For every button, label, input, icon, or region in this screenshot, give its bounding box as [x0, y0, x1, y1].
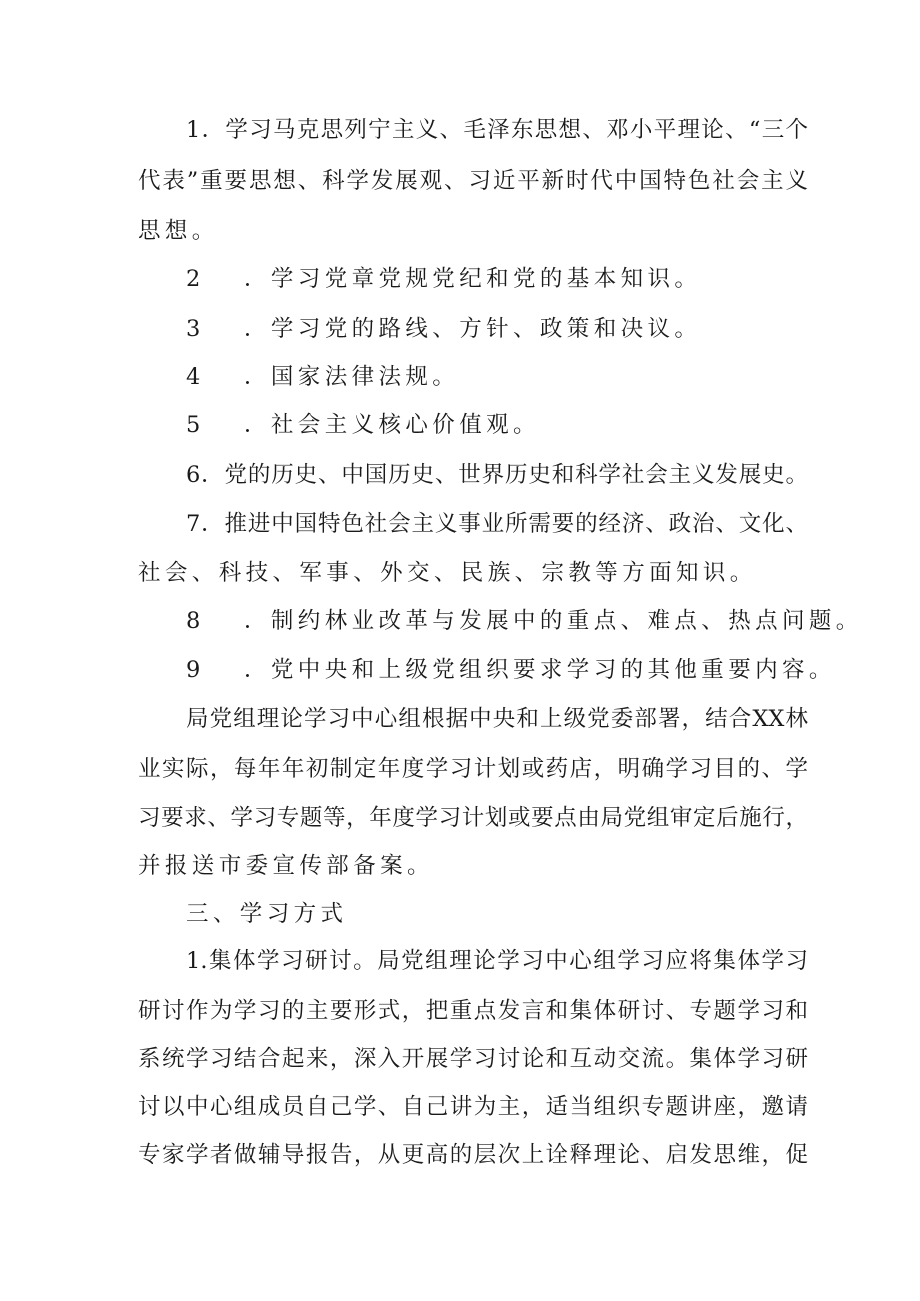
- item-2: [186, 264, 808, 294]
- item-3-number: 3: [186, 316, 201, 342]
- method-1-line-1: 1.集体学习研讨。局党组理论学习中心组学习应将集体学习: [186, 948, 808, 974]
- item-5-number: 5: [186, 412, 201, 438]
- item-9: [186, 655, 836, 685]
- item-5-text: ．社会主义核心价值观。: [244, 412, 540, 438]
- section-heading-learning-methods: 三、学习方式: [186, 901, 348, 927]
- method-1-line-4: 讨以中心组成员自己学、自己讲为主，适当组织专题讲座，邀请: [138, 1094, 808, 1120]
- item-7-line-2: 社会、科技、军事、外交、民族、宗教等方面知识。: [138, 560, 757, 586]
- item-1-line-3: 思想。: [138, 218, 219, 244]
- item-2-text: ．学习党章党规党纪和党的基本知识。: [244, 266, 702, 292]
- item-5: [186, 410, 808, 440]
- item-4: [186, 362, 808, 392]
- item-1-line-1: 1．学习马克思列宁主义、毛泽东思想、邓小平理论、“三个: [186, 117, 808, 143]
- item-8: [186, 606, 863, 636]
- item-1-line-2: 代表”重要思想、科学发展观、习近平新时代中国特色社会主义: [138, 168, 808, 194]
- plan-paragraph-line-4: 并报送市委宣传部备案。: [138, 853, 434, 879]
- item-4-text: ．国家法律法规。: [244, 364, 460, 390]
- item-2-number: 2: [186, 266, 201, 292]
- item-4-number: 4: [186, 364, 201, 390]
- method-1-line-2: 研讨作为学习的主要形式，把重点发言和集体研讨、专题学习和: [138, 998, 808, 1024]
- item-8-text: ．制约林业改革与发展中的重点、难点、热点问题。: [244, 608, 863, 634]
- item-7-line-1: 7．推进中国特色社会主义事业所需要的经济、政治、文化、: [186, 511, 808, 537]
- item-3-text: ．学习党的路线、方针、政策和决议。: [244, 316, 702, 342]
- plan-paragraph-line-2: 业实际，每年年初制定年度学习计划或药店，明确学习目的、学: [138, 756, 808, 782]
- plan-paragraph-line-3: 习要求、学习专题等，年度学习计划或要点由局党组审定后施行，: [138, 805, 808, 831]
- method-1-line-3: 系统学习结合起来，深入开展学习讨论和互动交流。集体学习研: [138, 1046, 808, 1072]
- item-9-text: ．党中央和上级党组织要求学习的其他重要内容。: [244, 657, 836, 683]
- item-6: 6．党的历史、中国历史、世界历史和科学社会主义发展史。: [186, 462, 808, 488]
- method-1-line-5: 专家学者做辅导报告，从更高的层次上诠释理论、启发思维，促: [138, 1142, 808, 1168]
- item-3: [186, 314, 808, 344]
- item-8-number: 8: [186, 608, 201, 634]
- item-9-number: 9: [186, 657, 201, 683]
- plan-paragraph-line-1: 局党组理论学习中心组根据中央和上级党委部署，结合XX林: [186, 706, 808, 732]
